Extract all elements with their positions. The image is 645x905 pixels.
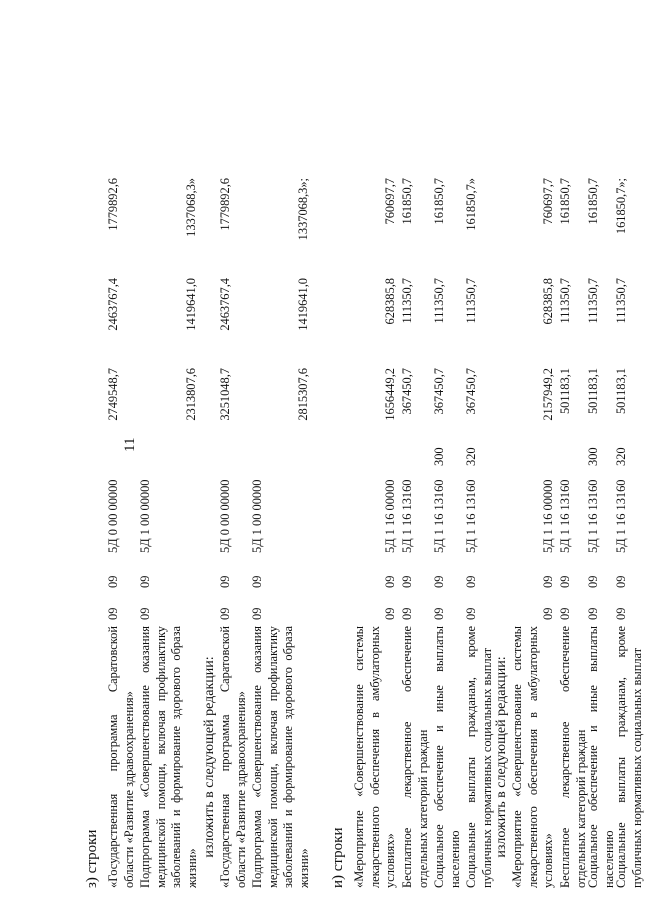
row-name: «Мероприятие «Совершенствование системы лекарственного обеспечения в амбулаторных условиях» [510,626,556,888]
row-section: 09 [614,607,628,620]
row-value-2: 111350,7 [586,278,600,324]
row-name: Социальные выплаты гражданам, кроме публичных нормативных социальных выплат [614,626,644,888]
row-subsection: 09 [464,575,478,588]
row-value-2: 111350,7 [400,278,414,324]
row-subsection: 09 [400,575,414,588]
row-expense-type: 300 [432,447,446,466]
row-section: 09 [400,607,414,620]
row-value-1: 501183,1 [586,368,600,415]
row-value-2: 1419641,0 [184,278,198,331]
row-subsection: 09 [586,575,600,588]
row-value-1: 501183,1 [558,368,572,415]
row-section: 09 [218,607,232,620]
row-name: Бесплатное лекарственное обеспечение отдельных категорий граждан [400,626,430,888]
row-name: «Мероприятие «Совершенствование системы лекарственного обеспечения в амбулаторных условиях» [352,626,398,888]
row-value-2: 111350,7 [558,278,572,324]
row-value-3: 161850,7 [400,178,414,225]
replace-label: изложить в следующей редакции: [494,656,509,858]
row-value-2: 1419641,0 [296,278,310,331]
row-target-code: 5Д 1 16 13160 [400,479,414,553]
row-value-1: 3251048,7 [218,368,232,421]
row-value-2: 111350,7 [464,278,478,324]
row-value-1: 2749548,7 [106,368,120,421]
row-value-3: 161850,7 [432,178,446,225]
row-name: «Государственная программа Саратовской области «Развитие здравоохранения» [218,626,248,888]
row-target-code: 5Д 1 16 00000 [541,479,555,553]
row-subsection: 09 [383,575,397,588]
row-section: 09 [541,607,555,620]
row-value-3: 1337068,3»; [296,178,310,241]
row-target-code: 5Д 1 16 00000 [383,479,397,553]
row-value-2: 2463767,4 [106,278,120,331]
row-subsection: 09 [106,575,120,588]
row-name: Социальные выплаты гражданам, кроме публичных нормативных социальных выплат [464,626,494,888]
page-number: 11 [122,437,138,452]
row-expense-type: 300 [586,447,600,466]
row-value-3: 1337068,3» [184,178,198,237]
row-target-code: 5Д 1 00 00000 [138,479,152,553]
row-section: 09 [250,607,264,620]
row-subsection: 09 [138,575,152,588]
row-value-1: 367450,7 [400,368,414,415]
row-subsection: 09 [432,575,446,588]
row-target-code: 5Д 1 00 00000 [250,479,264,553]
section-z-heading: з) строки [84,829,100,888]
row-section: 09 [383,607,397,620]
row-value-2: 628385,8 [541,278,555,325]
row-target-code: 5Д 0 00 00000 [106,479,120,553]
row-value-3: 161850,7 [558,178,572,225]
row-expense-type: 320 [614,447,628,466]
row-expense-type: 320 [464,447,478,466]
row-value-1: 2157949,2 [541,368,555,421]
row-value-1: 1656449,2 [383,368,397,421]
replace-label: изложить в следующей редакции: [202,656,217,858]
row-subsection: 09 [218,575,232,588]
row-section: 09 [138,607,152,620]
row-name: Бесплатное лекарственное обеспечение отдельных категорий граждан [558,626,588,888]
row-target-code: 5Д 1 16 13160 [558,479,572,553]
row-section: 09 [432,607,446,620]
row-target-code: 5Д 0 00 00000 [218,479,232,553]
row-target-code: 5Д 1 16 13160 [432,479,446,553]
row-value-2: 111350,7 [432,278,446,324]
row-value-3: 760697,7 [383,178,397,225]
row-name: Социальное обеспечение и иные выплаты населению [432,626,462,888]
row-subsection: 09 [558,575,572,588]
row-value-3: 161850,7» [464,178,478,231]
row-value-1: 367450,7 [432,368,446,415]
row-name: Подпрограмма «Совершенствование оказания медицинской помощи, включая профилактику заболеваний и формирование здорового образа жизни» [250,626,311,888]
row-section: 09 [558,607,572,620]
row-name: «Государственная программа Саратовской области «Развитие здравоохранения» [106,626,136,888]
row-value-2: 2463767,4 [218,278,232,331]
row-value-3: 161850,7»; [614,178,628,235]
row-target-code: 5Д 1 16 13160 [464,479,478,553]
row-value-1: 2815307,6 [296,368,310,421]
row-value-2: 111350,7 [614,278,628,324]
row-subsection: 09 [250,575,264,588]
row-value-1: 367450,7 [464,368,478,415]
row-value-3: 1779892,6 [218,178,232,231]
row-value-3: 161850,7 [586,178,600,225]
row-value-3: 1779892,6 [106,178,120,231]
row-target-code: 5Д 1 16 13160 [586,479,600,553]
row-value-3: 760697,7 [541,178,555,225]
row-value-1: 501183,1 [614,368,628,415]
row-subsection: 09 [541,575,555,588]
row-name: Подпрограмма «Совершенствование оказания медицинской помощи, включая профилактику заболеваний и формирование здорового образа жизни» [138,626,199,888]
row-value-2: 628385,8 [383,278,397,325]
row-value-1: 2313807,6 [184,368,198,421]
row-subsection: 09 [614,575,628,588]
section-i-heading: и) строки [330,827,346,888]
row-target-code: 5Д 1 16 13160 [614,479,628,553]
rotated-content [80,28,644,888]
row-section: 09 [106,607,120,620]
row-name: Социальное обеспечение и иные выплаты населению [586,626,616,888]
row-section: 09 [586,607,600,620]
row-section: 09 [464,607,478,620]
